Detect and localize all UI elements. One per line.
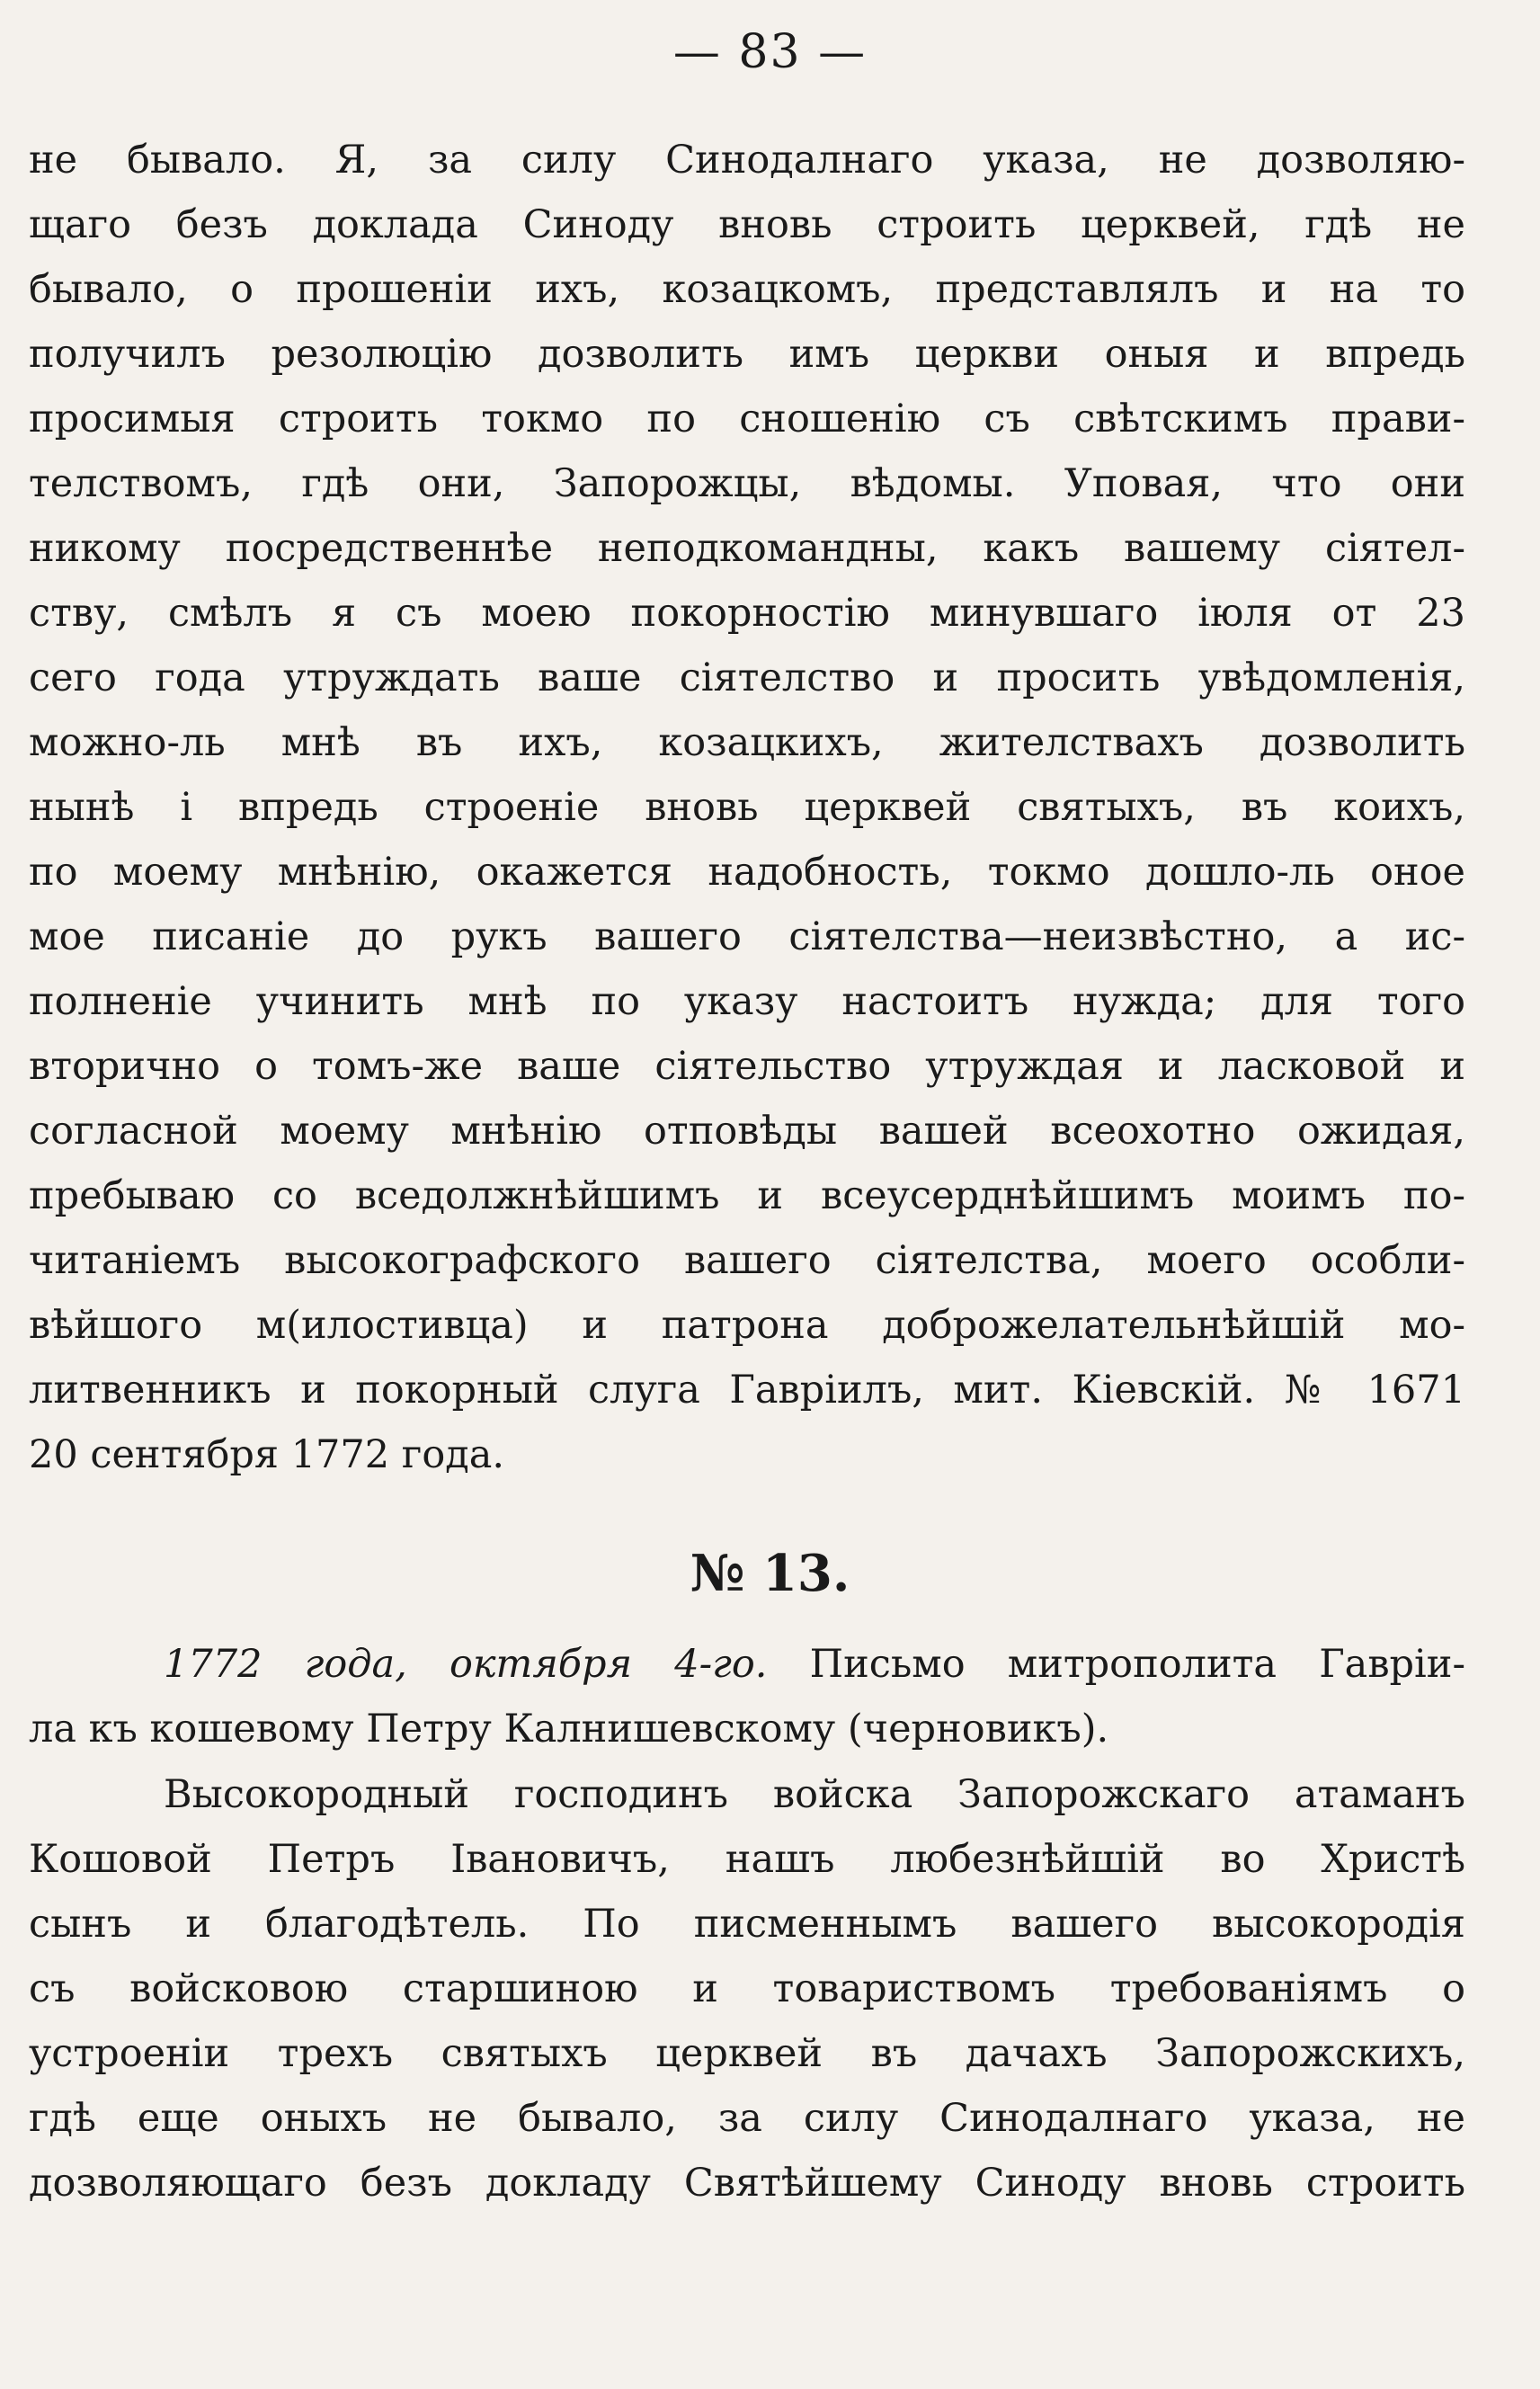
document-number-heading: № 13. [690, 1544, 850, 1603]
page-number-header: — 83 — [672, 25, 868, 79]
text-line: получилъ резолюцію дозволить имъ церкви оныя и впредь [29, 332, 1465, 377]
text-line: просимыя строить токмо по сношенію съ свѣтскимъ прави- [29, 397, 1465, 441]
text-line: сего года утруждать ваше сіятелство и просить увѣдомленія, [29, 655, 1465, 700]
text-line: вторично о томъ-же ваше сіятельство утруждая и ласковой и [29, 1044, 1465, 1089]
document-heading [29, 1632, 1465, 1761]
text-line: никому посредственнѣе неподкомандны, какъ вашему сіятел- [29, 526, 1465, 571]
heading-title: Письмо митрополита Гавріи- [767, 1642, 1465, 1687]
heading-line [29, 1632, 1465, 1697]
text-line: литвенникъ и покорный слуга Гавріилъ, мит. Кіевскій. № 1671 [29, 1368, 1465, 1413]
text-line: согласной моему мнѣнію отповѣды вашей всеохотно ожидая, [29, 1109, 1465, 1154]
letter-paragraph [29, 128, 1465, 1487]
heading-line: ла къ кошевому Петру Калнишевскому (черновикъ). [29, 1707, 1109, 1752]
text-line: телствомъ, гдѣ они, Запорожцы, вѣдомы. Уповая, что они [29, 461, 1465, 506]
text-line: Кошовой Петръ Івановичъ, нашъ любезнѣйшій во Христѣ [29, 1837, 1465, 1882]
text-line: по моему мнѣнію, окажется надобность, токмо дошло-ль оное [29, 850, 1465, 895]
text-line: устроеніи трехъ святыхъ церквей въ дачахъ Запорожскихъ, [29, 2031, 1465, 2076]
text-line: съ войсковою старшиною и товариствомъ требованіямъ о [29, 1966, 1465, 2011]
text-line: бывало, о прошеніи ихъ, козацкомъ, представлялъ и на то [29, 267, 1465, 312]
heading-date: 1772 года, октября 4-го. [164, 1642, 768, 1687]
text-line: гдѣ еще оныхъ не бывало, за силу Синодалнаго указа, не [29, 2096, 1465, 2141]
text-line: читаніемъ высокографского вашего сіятелства, моего особли- [29, 1238, 1465, 1283]
text-line: полненіе учинить мнѣ по указу настоитъ нужда; для того [29, 979, 1465, 1024]
text-line: не бывало. Я, за силу Синодалнаго указа, не дозволяю- [29, 138, 1465, 183]
text-line: дозволяющаго безъ докладу Святѣйшему Синоду вновь строить [29, 2161, 1465, 2206]
text-line: можно-ль мнѣ въ ихъ, козацкихъ, жителствахъ дозволить [29, 720, 1465, 765]
text-line: мое писаніе до рукъ вашего сіятелства—неизвѣстно, а ис- [29, 914, 1465, 959]
text-line: сынъ и благодѣтель. По писменнымъ вашего высокородія [29, 1902, 1465, 1947]
text-line: вѣйшого м(илостивца) и патрона доброжелательнѣйшій мо- [29, 1303, 1465, 1348]
text-line: ству, смѣлъ я съ моею покорностію минувшаго іюля от 23 [29, 591, 1465, 636]
text-line: щаго безъ доклада Синоду вновь строить церквей, гдѣ не [29, 202, 1465, 247]
text-line: нынѣ і впредь строеніе вновь церквей святыхъ, въ коихъ, [29, 785, 1465, 830]
text-line: Высокородный господинъ войска Запорожскаго атаманъ [164, 1772, 1465, 1817]
letter-paragraph-2 [29, 1762, 1465, 2215]
text-line: пребываю со вседолжнѣйшимъ и всеусерднѣйшимъ моимъ по- [29, 1173, 1465, 1218]
text-line-date: 20 сентября 1772 года. [29, 1432, 504, 1477]
